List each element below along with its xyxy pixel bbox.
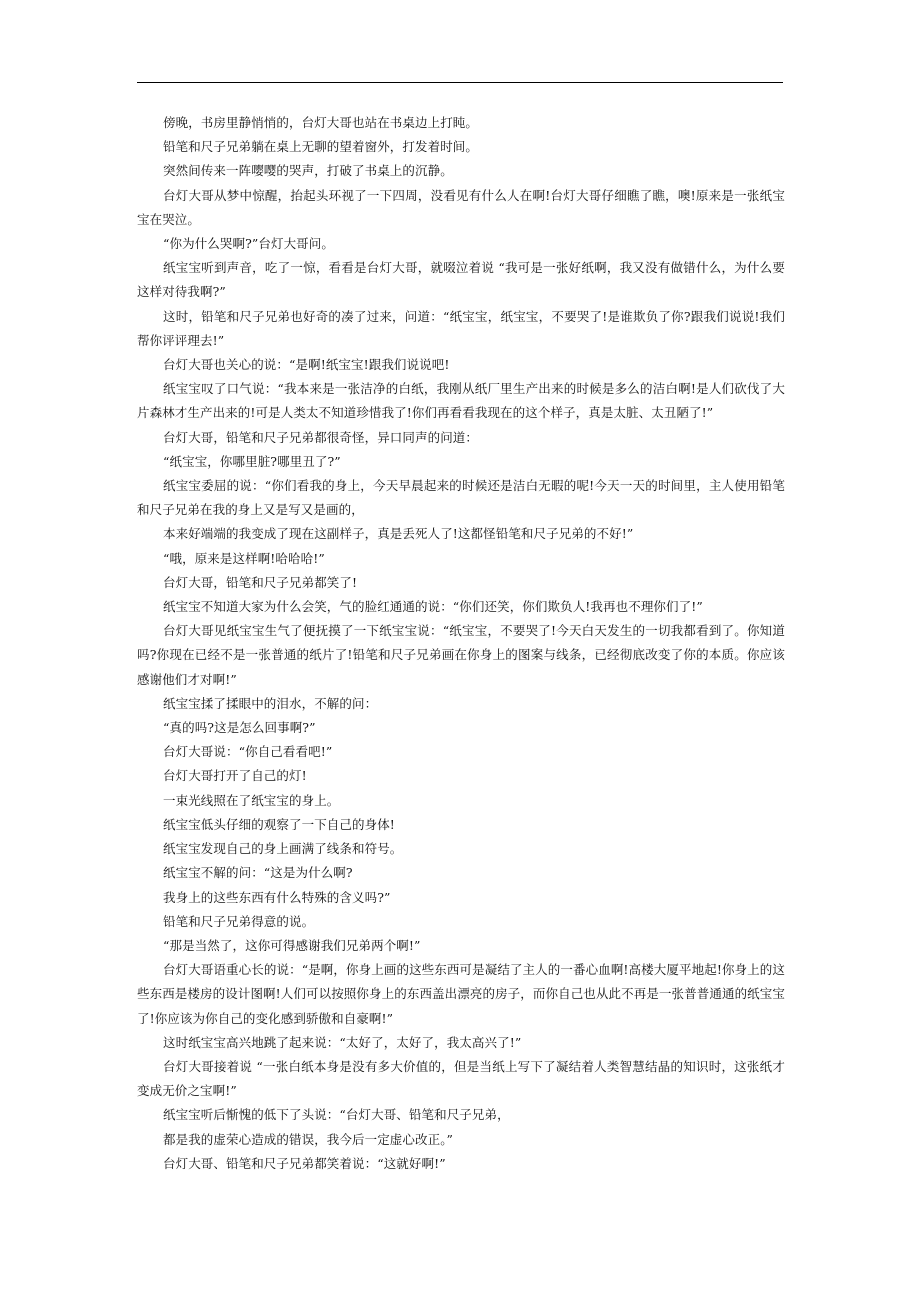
- paragraph: 纸宝宝委屈的说：“你们看我的身上，今天早晨起来的时候还是洁白无暇的呢!今天一天的时间里，主人使用铅笔和尺子兄弟在我的身上又是写又是画的，: [137, 478, 785, 518]
- paragraph: “哦，原来是这样啊!哈哈哈!”: [163, 550, 325, 566]
- paragraph: 这时，铅笔和尺子兄弟也好奇的凑了过来，问道：“纸宝宝，纸宝宝，不要哭了!是谁欺负了你?跟我们说说!我们帮你评评理去!”: [137, 308, 785, 348]
- paragraph: 纸宝宝揉了揉眼中的泪水，不解的问：: [163, 695, 378, 711]
- paragraph: 铅笔和尺子兄弟躺在桌上无聊的望着窗外，打发着时间。: [163, 139, 479, 155]
- paragraph: 纸宝宝听后惭愧的低下了头说：“台灯大哥、铅笔和尺子兄弟，: [163, 1107, 510, 1123]
- paragraph: “那是当然了，这你可得感谢我们兄弟两个啊!”: [163, 937, 421, 953]
- paragraph: 突然间传来一阵嘤嘤的哭声，打破了书桌上的沉静。: [163, 163, 453, 179]
- paragraph: 台灯大哥，铅笔和尺子兄弟都很奇怪，异口同声的问道：: [163, 429, 479, 445]
- paragraph: “你为什么哭啊?”台灯大哥问。: [163, 236, 334, 252]
- paragraph: 铅笔和尺子兄弟得意的说。: [163, 913, 315, 929]
- paragraph: 台灯大哥接着说 “一张白纸本身是没有多大价值的，但是当纸上写下了凝结着人类智慧结晶的知识时，这张纸才变成无价之宝啊!”: [137, 1058, 785, 1099]
- paragraph: 纸宝宝低头仔细的观察了一下自己的身体!: [163, 816, 395, 832]
- paragraph: 纸宝宝不解的问：“这是为什么啊?: [163, 865, 353, 881]
- paragraph: 纸宝宝听到声音，吃了一惊，看看是台灯大哥，就啜泣着说 “我可是一张好纸啊，我又没有做错什么，为什么要这样对待我啊?”: [137, 260, 785, 300]
- paragraph: 台灯大哥语重心长的说：“是啊，你身上画的这些东西可是凝结了主人的一番心血啊!高楼大厦平地起!你身上的这些东西是楼房的设计图啊!人们可以按照你身上的东西盖出漂亮的房子，而你自己也从此不再是一张普普通通的纸宝宝了!你应该为你自己的变化感到骄傲和自豪啊!”: [137, 962, 785, 1026]
- paragraph: 一束光线照在了纸宝宝的身上。: [163, 792, 340, 808]
- paragraph: 傍晚，书房里静悄悄的，台灯大哥也站在书桌边上打盹。: [163, 115, 479, 130]
- paragraph: 台灯大哥见纸宝宝生气了便抚摸了一下纸宝宝说：“纸宝宝，不要哭了!今天白天发生的一切我都看到了。你知道吗?你现在已经不是一张普通的纸片了!铅笔和尺子兄弟画在你身上的图案与线条，已经彻底改变了你的本质。你应该感谢他们才对啊!”: [137, 623, 785, 687]
- paragraph: 都是我的虚荣心造成的错误，我今后一定虚心改正。”: [163, 1131, 454, 1147]
- paragraph: 台灯大哥从梦中惊醒，抬起头环视了一下四周，没看见有什么人在啊!台灯大哥仔细瞧了瞧，噢!原来是一张纸宝宝在哭泣。: [137, 187, 785, 227]
- paragraph: “纸宝宝，你哪里脏?哪里丑了?”: [163, 453, 341, 469]
- story-body: [137, 111, 785, 1176]
- paragraph: 这时纸宝宝高兴地跳了起来说：“太好了，太好了，我太高兴了!”: [163, 1034, 522, 1050]
- paragraph: 台灯大哥、铅笔和尺子兄弟都笑着说：“这就好啊!”: [163, 1155, 446, 1171]
- paragraph: 台灯大哥也关心的说：“是啊!纸宝宝!跟我们说说吧!: [163, 357, 450, 373]
- paragraph: 纸宝宝发现自己的身上画满了线条和符号。: [163, 841, 403, 857]
- paragraph: “真的吗?这是怎么回事啊?”: [163, 720, 316, 736]
- paragraph: 我身上的这些东西有什么特殊的含义吗?”: [163, 889, 391, 905]
- paragraph: 纸宝宝不知道大家为什么会笑，气的脸红通通的说：“你们还笑，你们欺负人!我再也不理你们了!”: [163, 599, 703, 615]
- paragraph: 本来好端端的我变成了现在这副样子，真是丢死人了!这都怪铅笔和尺子兄弟的不好!”: [163, 526, 634, 542]
- paragraph: 纸宝宝叹了口气说：“我本来是一张洁净的白纸，我刚从纸厂里生产出来的时候是多么的洁白啊!是人们砍伐了大片森林才生产出来的!可是人类太不知道珍惜我了!你们再看看我现在的这个样子，真是太脏、太丑陋了!”: [137, 381, 785, 421]
- paragraph: 台灯大哥说：“你自己看看吧!”: [163, 744, 333, 760]
- paragraph: 台灯大哥打开了自己的灯!: [163, 768, 307, 784]
- header-rule: [137, 82, 783, 83]
- paragraph: 台灯大哥，铅笔和尺子兄弟都笑了!: [163, 574, 358, 590]
